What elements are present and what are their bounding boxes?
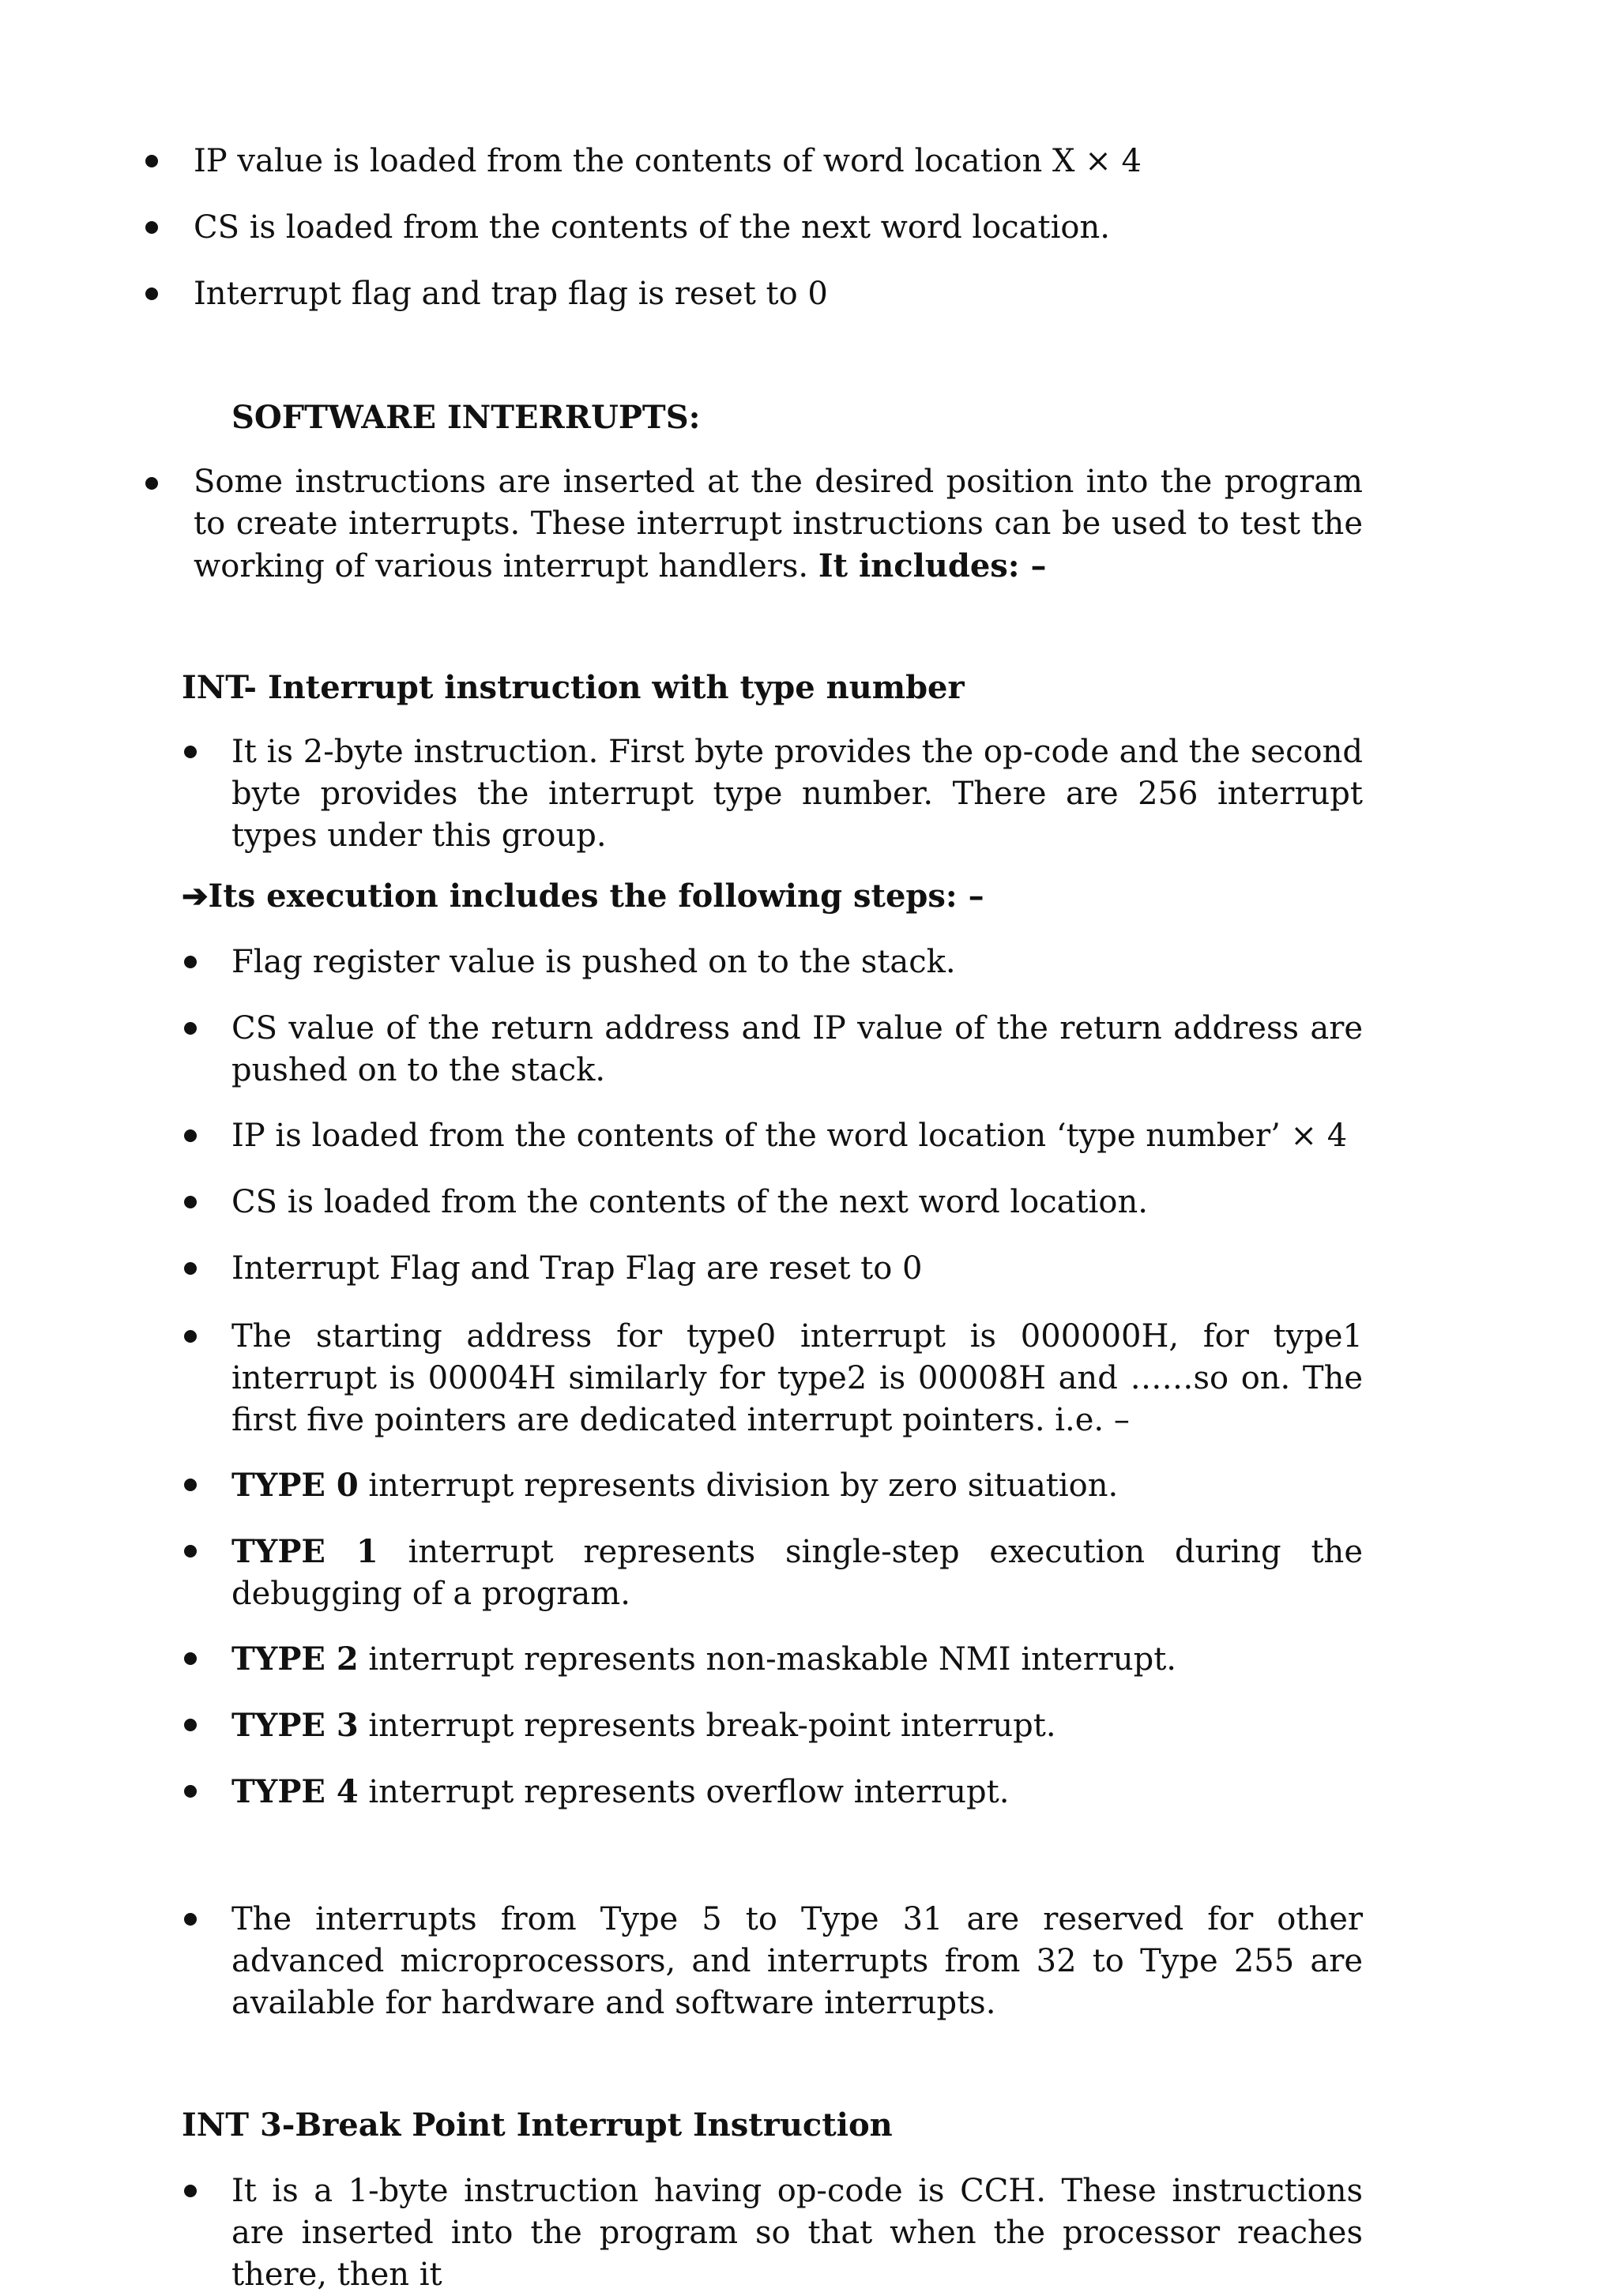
int3-heading: INT 3-Break Point Interrupt Instruction [182,2106,893,2144]
bullet-marker [184,1913,197,1926]
type-text: interrupt represents non-maskable NMI interrupt. [368,1641,1177,1678]
bullet-marker [184,1330,197,1343]
bullet-marker [184,2185,197,2197]
step-item: CS value of the return address and IP value of the return address are pushed on to the stack. [231,1010,1363,1088]
int-heading: INT- Interrupt instruction with type number [182,669,965,706]
bullet-marker [184,1022,197,1035]
type-label: TYPE 2 [231,1640,359,1678]
bullet-marker [184,746,197,758]
bullet-marker [184,1719,197,1731]
steps-heading-text: Its execution includes the following steps: – [208,877,984,915]
top-bullet-2: CS is loaded from the contents of the next word location. [194,209,1110,246]
arrow-right-icon: ➔ [182,877,209,915]
bullet-marker [145,477,158,490]
type-text: interrupt represents single-step execution during the debugging of a program. [231,1534,1363,1612]
type-label: TYPE 4 [231,1773,359,1810]
step-item: IP is loaded from the contents of the word location ‘type number’ × 4 [231,1118,1348,1154]
type-item [231,1531,1363,1615]
int3-paragraph: It is a 1-byte instruction having op-code is CCH. These instructions are inserted into the program so that when the processor reaches there, then it [231,2173,1363,2293]
bullet-marker [184,1785,197,1798]
bullet-marker [184,1129,197,1142]
type-item [231,1771,1009,1813]
bullet-marker [184,1196,197,1208]
step-item: CS is loaded from the contents of the next word location. [231,1184,1148,1220]
type-text: interrupt represents overflow interrupt. [368,1774,1010,1810]
top-bullet-3: Interrupt flag and trap flag is reset to 0 [194,276,828,312]
bullet-marker [184,1479,197,1491]
bullet-marker [184,956,197,968]
step-item: Interrupt Flag and Trap Flag are reset to 0 [231,1250,923,1287]
bullet-marker [184,1262,197,1275]
bullet-marker [145,287,158,300]
steps-heading [182,875,984,917]
type-item [231,1464,1118,1507]
type-item [231,1704,1056,1747]
type-label: TYPE 1 [231,1533,378,1570]
int-paragraph: It is 2-byte instruction. First byte provides the op-code and the second byte provides the interrupt type number. There are 256 interrupt types under this group. [231,734,1363,854]
step-item: The starting address for type0 interrupt is 000000H, for type1 interrupt is 00004H similarly for type2 is 00008H and ……so on. The first five pointers are dedicated interrupt pointers. i.e. – [231,1318,1363,1438]
bullet-marker [145,155,158,167]
type-text: interrupt represents division by zero situation. [368,1467,1119,1504]
reserved-paragraph: The interrupts from Type 5 to Type 31 are reserved for other advanced microprocessors, and interrupts from 32 to Type 255 are available for hardware and software interrupts. [231,1901,1363,2021]
bullet-marker [184,1545,197,1558]
software-paragraph-bold-tail: It includes: – [818,547,1047,584]
bullet-marker [184,1652,197,1665]
type-item [231,1638,1176,1681]
bullet-marker [145,221,158,234]
software-interrupts-heading: SOFTWARE INTERRUPTS: [231,399,701,436]
step-item: Flag register value is pushed on to the stack. [231,944,956,980]
type-text: interrupt represents break-point interrupt. [368,1708,1056,1744]
type-label: TYPE 0 [231,1467,359,1504]
software-paragraph-text: Some instructions are inserted at the desired position into the program to create interrupts. These interrupt instructions can be used to test the working of various interrupt handlers. [194,464,1363,584]
software-interrupts-paragraph [194,461,1363,588]
type-label: TYPE 3 [231,1707,359,1744]
top-bullet-1: IP value is loaded from the contents of word location X × 4 [194,143,1142,179]
